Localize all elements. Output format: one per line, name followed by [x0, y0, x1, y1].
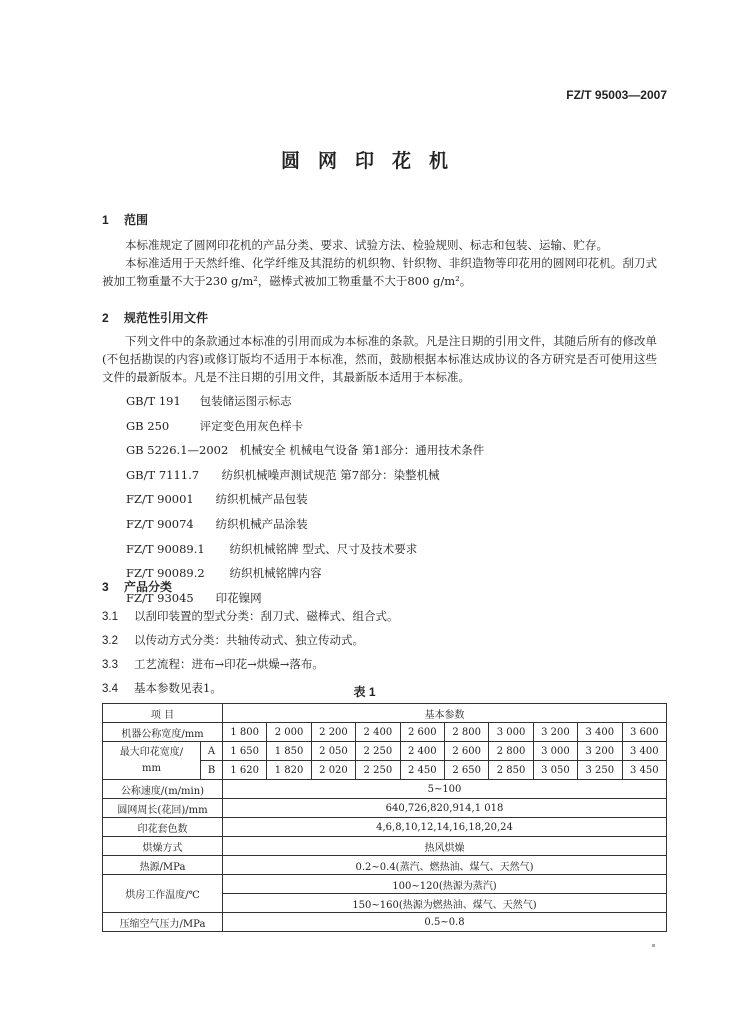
reference-list: [126, 389, 484, 610]
row-label-line: 最大印花宽度/: [119, 746, 184, 758]
row-label: 烘房工作温度/℃: [103, 875, 223, 913]
reference-code: GB/T 191: [126, 394, 181, 408]
reference-name: 纺织机械铭牌内容: [229, 566, 322, 581]
table-cell: 2 800: [444, 723, 488, 742]
section-3-heading: [102, 578, 172, 595]
reference-name: 纺织机械产品包装: [215, 492, 308, 507]
table-cell: 2 850: [489, 761, 533, 780]
clause-number: 3.2: [102, 635, 118, 647]
row-label: 烘燥方式: [103, 837, 223, 856]
reference-code: FZ/T 90001: [126, 492, 194, 507]
table-caption: 表 1: [353, 685, 376, 699]
parameter-table: [102, 703, 667, 932]
scan-speck: [652, 944, 655, 947]
reference-item: [126, 438, 484, 463]
table-row: [103, 837, 667, 856]
table-cell: 2 020: [311, 761, 355, 780]
table-cell: 1 650: [223, 742, 267, 761]
scope-text: [102, 236, 657, 290]
table-cell: 2 600: [400, 723, 444, 742]
table-cell: 热风烘燥: [223, 837, 667, 856]
standard-number: FZ/T 95003—2007: [566, 88, 667, 102]
reference-name: 印花镍网: [215, 590, 262, 605]
section-number: 2: [102, 311, 109, 325]
table-cell: 3 400: [622, 742, 666, 761]
row-label: 机器公称宽度/mm: [103, 723, 223, 742]
reference-code: GB 5226.1—2002: [126, 443, 229, 458]
table-cell: 2 000: [267, 723, 311, 742]
table-cell: 1 820: [267, 761, 311, 780]
table-cell: 1 800: [223, 723, 267, 742]
clause-text: 工艺流程：进布→印花→烘燥→落布。: [134, 657, 324, 671]
reference-name: 包装储运图示标志: [199, 394, 292, 408]
reference-name: 纺织机械铭牌 型式、尺寸及技术要求: [229, 541, 418, 556]
row-label: 压缩空气压力/MPa: [103, 913, 223, 932]
reference-code: FZ/T 90074: [126, 516, 194, 531]
table-cell: 1 620: [223, 761, 267, 780]
scope-paragraph-1: 本标准规定了圆网印花机的产品分类、要求、试验方法、检验规则、标志和包装、运输、贮存。: [125, 238, 608, 252]
table-cell: 640,726,820,914,1 018: [223, 799, 667, 818]
row-label: [103, 742, 201, 780]
table-cell: 3 250: [578, 761, 622, 780]
table-row: [103, 856, 667, 875]
table-cell: 3 000: [489, 723, 533, 742]
table-row: [103, 723, 667, 742]
reference-item: [126, 414, 484, 439]
classification-item: [102, 605, 399, 629]
table-cell: 3 450: [622, 761, 666, 780]
table-row: [103, 799, 667, 818]
reference-item: [126, 512, 484, 537]
table-cell: 3 200: [578, 742, 622, 761]
table-row: [103, 818, 667, 837]
clause-text: 以刮印装置的型式分类：刮刀式、磁棒式、组合式。: [134, 609, 399, 623]
table-cell: 3 600: [622, 723, 666, 742]
clause-text: 以传动方式分类：共轴传动式、独立传动式。: [134, 633, 364, 647]
reference-code: GB/T 7111.7: [126, 467, 200, 482]
document-title: 圆网印花机: [280, 150, 466, 172]
section-2-heading: [102, 309, 208, 326]
reference-item: [126, 561, 484, 586]
reference-item: [126, 463, 484, 488]
header-cell-params: 基本参数: [223, 704, 667, 723]
table-row: [103, 742, 667, 761]
row-label: 公称速度/(m/min): [103, 780, 223, 799]
table-row: [103, 780, 667, 799]
table-cell: 2 650: [444, 761, 488, 780]
clause-number: 3.1: [102, 611, 118, 623]
header-cell-item: 项 目: [103, 704, 223, 723]
table-cell: 3 050: [533, 761, 577, 780]
table-cell: 2 250: [356, 742, 400, 761]
table-cell: 100~120(热源为蒸汽): [223, 875, 667, 894]
section-title: 范围: [124, 213, 149, 227]
clause-number: 3.4: [102, 683, 118, 695]
table-cell: 4,6,8,10,12,14,16,18,20,24: [223, 818, 667, 837]
reference-name: 机械安全 机械电气设备 第1部分：通用技术条件: [239, 443, 485, 458]
normative-paragraph: 下列文件中的条款通过本标准的引用而成为本标准的条款。凡是注日期的引用文件，其随后所有的修改单(不包括勘误的内容)或修订版均不适用于本标准，然而，鼓励根据本标准达成协议的各方研究是否可使用这些文件的最新版本。凡是不注日期的引用文件，其最新版本适用于本标准。: [102, 334, 657, 384]
reference-name: 评定变色用灰色样卡: [199, 418, 304, 433]
row-label: 印花套色数: [103, 818, 223, 837]
table-cell: 3 000: [533, 742, 577, 761]
table-cell: 2 600: [444, 742, 488, 761]
table-cell: 2 250: [356, 761, 400, 780]
table-cell: 2 400: [356, 723, 400, 742]
table-cell: 0.5~0.8: [223, 913, 667, 932]
section-title: 产品分类: [124, 580, 173, 594]
table-cell: 2 200: [311, 723, 355, 742]
table-cell: 2 400: [400, 742, 444, 761]
reference-code: FZ/T 90089.1: [126, 541, 205, 556]
table-row: [103, 913, 667, 932]
section-number: 1: [102, 213, 109, 227]
table-cell: 3 200: [533, 723, 577, 742]
table-cell: 2 800: [489, 742, 533, 761]
reference-name: 纺织机械噪声测试规范 第7部分：染整机械: [221, 467, 440, 482]
clause-number: 3.3: [102, 659, 118, 671]
reference-code: GB 250: [126, 418, 170, 433]
table-cell: 0.2~0.4(蒸汽、燃热油、煤气、天然气): [223, 856, 667, 875]
reference-name: 纺织机械产品涂装: [215, 516, 308, 531]
reference-item: [126, 389, 484, 414]
classification-item: [102, 653, 399, 677]
section-1-heading: [102, 211, 148, 228]
row-label: 圆网周长(花回)/mm: [103, 799, 223, 818]
row-label-line: mm: [142, 762, 161, 774]
normative-intro: [102, 332, 657, 386]
table-cell: 2 450: [400, 761, 444, 780]
reference-item: [126, 487, 484, 512]
section-title: 规范性引用文件: [124, 311, 209, 325]
clause-text: 基本参数见表1。: [134, 681, 222, 695]
table-cell: 5~100: [223, 780, 667, 799]
table-row: [103, 704, 667, 723]
row-label: 热源/MPa: [103, 856, 223, 875]
table-row: [103, 875, 667, 894]
table-cell: 2 050: [311, 742, 355, 761]
reference-item: [126, 537, 484, 562]
sub-row-label: A: [201, 742, 223, 761]
table-cell: 150~160(热源为燃热油、煤气、天然气): [223, 894, 667, 913]
reference-code: FZ/T 90089.2: [126, 566, 205, 581]
scope-paragraph-2: 本标准适用于天然纤维、化学纤维及其混纺的机织物、针织物、非织造物等印花用的圆网印花机。刮刀式被加工物重量不大于230 g/m²，磁棒式被加工物重量不大于800 g/m²。: [102, 256, 657, 288]
section-number: 3: [102, 580, 109, 594]
reference-code: FZ/T 93045: [126, 590, 194, 605]
classification-item: [102, 629, 399, 653]
table-cell: 3 400: [578, 723, 622, 742]
sub-row-label: B: [201, 761, 223, 780]
table-cell: 1 850: [267, 742, 311, 761]
